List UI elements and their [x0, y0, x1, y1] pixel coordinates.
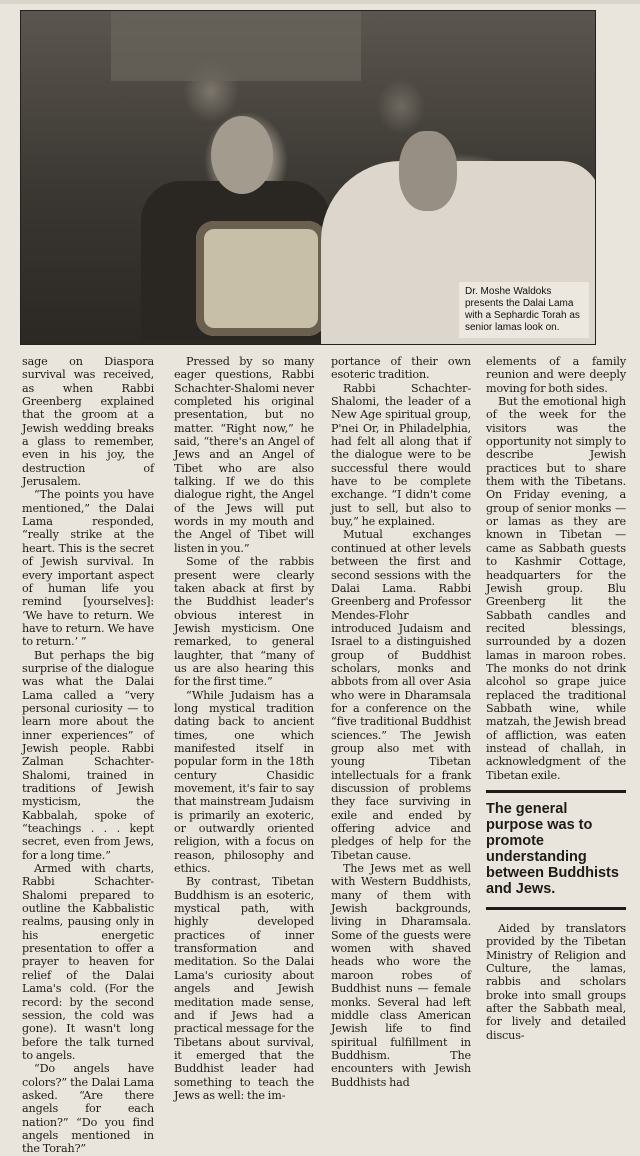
photo-background: [111, 11, 361, 81]
paragraph: Mutual exchanges continued at other levels between the first and second sessions with the Dalai Lama. Rabbi Greenberg and Professor Mendes-Flohr introduced Judaism and Israel to a distinguished group of Buddhist scholars, monks and abbots from all over Asia who were in Dharamsala for a conference on the “five traditional Buddhist sciences.” The Jewish group also met with young Tibetan intellectuals for a frank discussion of problems they face surviving in exile and ended by offering advice and pledges of help for the Tibetan cause.: [331, 528, 471, 862]
photo-dalai-lama-face: [211, 116, 273, 194]
paragraph: The Jews met as well with Western Buddhists, many of them with Jewish backgrounds, living in Dharamsala. Some of the guests were women with shaved heads who wore the maroon robes of Buddhist nuns — female monks. Several had left middle class American Jewish life to find spiritual fulfillment in Buddhism. The encounters with Jewish Buddhists had: [331, 862, 471, 1089]
paragraph: By contrast, Tibetan Buddhism is an esoteric, mystical path, with highly developed practices of inner transformation and meditation. So the Dalai Lama's curiosity about angels and Jewish meditation made sense, and if Jews had a practical message for the Tibetans about survival, it emerged that the Buddhist leader had something to teach the Jews as well: the im-: [174, 875, 314, 1102]
photo-torah: [196, 221, 326, 336]
paragraph: sage on Diaspora survival was received, as when Rabbi Greenberg explained that the groom at a Jewish wedding breaks a glass to remember, even in his joy, the destruction of Jerusalem.: [22, 355, 154, 489]
article-column-3: [331, 355, 471, 1089]
paragraph: Armed with charts, Rabbi Schachter-Shalomi prepared to outline the Kabbalistic realms, pausing only in his energetic presentation to offer a prayer to heaven for relief of the Dalai Lama's cold. (For the record: by the second session, the cold was gone). It wasn't long before the talk turned to angels.: [22, 862, 154, 1062]
paragraph: “The points you have mentioned,” the Dalai Lama responded, “really strike at the heart. This is the secret of Jewish survival. In every important aspect of human life you remind [yourselves]: ‘We have to return. We have to return. We have to return.’ ”: [22, 488, 154, 649]
article-column-1: [22, 355, 154, 1156]
paragraph: But the emotional high of the week for the visitors was the opportunity not simply to describe Jewish practices but to share them with the Tibetans. On Friday evening, a group of senior monks — or lamas as they are known in Tibetan — came as Sabbath guests to Kashmir Cottage, headquarters for the Jewish group. Blu Greenberg lit the Sabbath candles and recited blessings, surrounded by a dozen lamas in maroon robes. The monks do not drink alcohol so grape juice replaced the traditional Sabbath wine, while matzah, the Jewish bread of affliction, was eaten instead of challah, in acknowledgment of the Tibetan exile.: [486, 395, 626, 782]
paragraph: “While Judaism has a long mystical tradition dating back to ancient times, one which manifested itself in popular form in the 18th century Chasidic movement, it's fair to say that mainstream Judaism is primarily an exoteric, or outwardly oriented religion, with a focus on reason, philosophy and ethics.: [174, 688, 314, 876]
article-column-4: [486, 355, 626, 1042]
paragraph: Aided by translators provided by the Tibetan Ministry of Religion and Culture, the lamas, rabbis and scholars broke into small groups after the Sabbath meal, for lively and detailed discus-: [486, 922, 626, 1042]
paragraph: Rabbi Schachter-Shalomi, the leader of a New Age spiritual group, P'nei Or, in Philadelphia, had felt all along that if the dialogue were to be successful there would have to be complete exchange. “I didn't come just to sell, but also to buy,” he explained.: [331, 381, 471, 529]
paragraph: elements of a family reunion and were deeply moving for both sides.: [486, 355, 626, 395]
paragraph: But perhaps the big surprise of the dialogue was what the Dalai Lama called a “very personal curiosity — to learn more about the inner experiences” of Jewish people. Rabbi Zalman Schachter-Shalomi, trained in traditions of Jewish mysticism, the Kabbalah, spoke of “teachings . . . kept secret, even from Jews, for a long time.”: [22, 648, 154, 862]
paragraph: “Do angels have colors?” the Dalai Lama asked. “Are there angels for each nation?” “Do you find angels mentioned in the Torah?”: [22, 1062, 154, 1156]
paragraph: Some of the rabbis present were clearly taken aback at first by the Buddhist leader's obvious interest in Jewish mysticism. One remarked, to general laughter, that “many of us are also hearing this for the first time.”: [174, 555, 314, 689]
article-column-2: [174, 355, 314, 1102]
paragraph: Pressed by so many eager questions, Rabbi Schachter-Shalomi never completed his original presentation, but no matter. “Right now,” he said, “there's an Angel of Jews and an Angel of Tibet who are also talking. If we do this dialogue right, the Angel of the Jews will put words in my mouth and the Angel of Tibet will listen in you.”: [174, 355, 314, 555]
photo-caption: Dr. Moshe Waldoks presents the Dalai Lama with a Sephardic Torah as senior lamas look on.: [459, 282, 589, 338]
article-photo: [20, 10, 596, 345]
photo-presenter-face: [399, 131, 457, 211]
page-top-edge: [0, 0, 640, 4]
pull-quote: The general purpose was to promote understanding between Buddhists and Jews.: [486, 790, 626, 910]
paragraph: portance of their own esoteric tradition.: [331, 355, 471, 382]
